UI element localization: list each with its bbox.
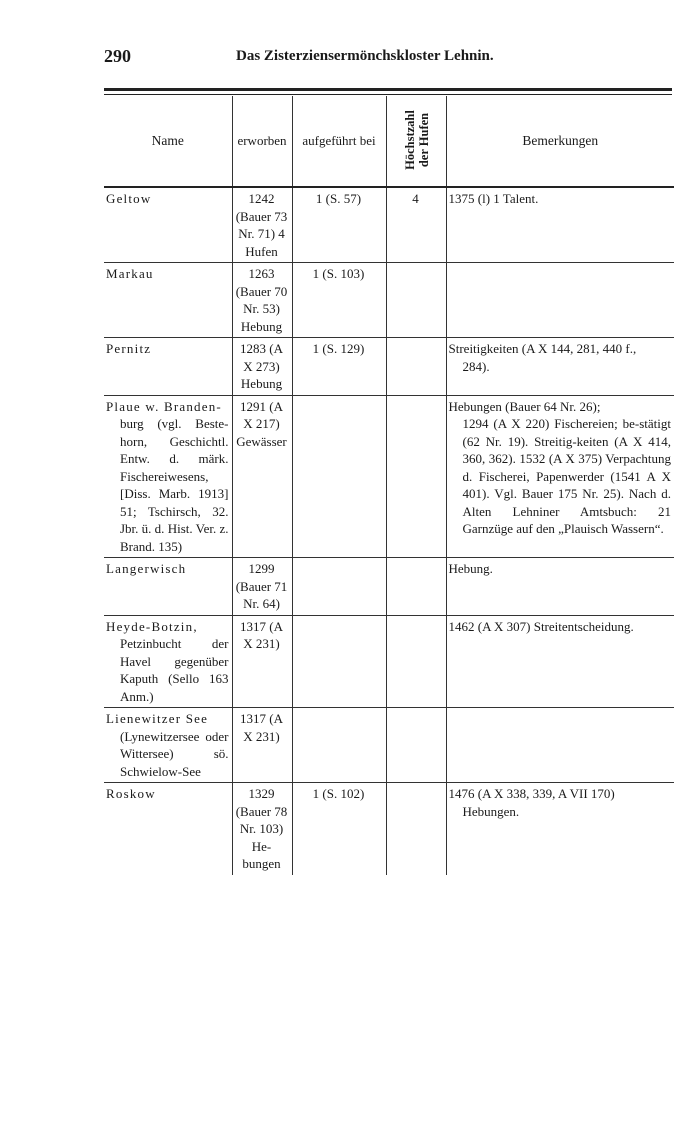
- max-hides-header-label: Höchstzahl der Hufen: [402, 110, 431, 171]
- table-row: [104, 783, 674, 875]
- table-row: [104, 395, 674, 558]
- place-name: Roskow: [104, 783, 232, 875]
- cited-cell: [292, 395, 386, 558]
- table-row: [104, 708, 674, 783]
- place-name: Lienewitzer See (Lynewitzersee oder Wittersee) sö. Schwielow-See: [104, 708, 232, 783]
- column-header-max-hides: [386, 96, 446, 187]
- place-name: Pernitz: [104, 338, 232, 396]
- acquired-cell: 1263 (Bauer 70 Nr. 53) Hebung: [232, 263, 292, 338]
- acquired-cell: 1283 (A X 273) Hebung: [232, 338, 292, 396]
- table-row: [104, 187, 674, 263]
- remarks-cell: [446, 263, 674, 338]
- acquired-cell: 1317 (A X 231): [232, 615, 292, 708]
- remarks-cell: [446, 708, 674, 783]
- acquired-cell: 1329 (Bauer 78 Nr. 103) He-bungen: [232, 783, 292, 875]
- column-header-name: Name: [104, 96, 232, 187]
- table-header-row: [104, 96, 674, 187]
- max-hides-cell: 4: [386, 187, 446, 263]
- acquired-cell: 1317 (A X 231): [232, 708, 292, 783]
- acquired-cell: 1242 (Bauer 73 Nr. 71) 4 Hufen: [232, 187, 292, 263]
- cited-cell: 1 (S. 102): [292, 783, 386, 875]
- max-hides-cell: [386, 558, 446, 616]
- remarks-cell: 1476 (A X 338, 339, A VII 170) Hebungen.: [448, 786, 615, 819]
- max-hides-cell: [386, 615, 446, 708]
- place-name: Markau: [104, 263, 232, 338]
- remarks-cell: 1375 (l) 1 Talent.: [446, 187, 674, 263]
- holdings-table: [104, 96, 674, 875]
- remarks-cell: Streitigkeiten (A X 144, 281, 440 f., 284).: [446, 338, 674, 396]
- remarks-cell: Hebungen (Bauer 64 Nr. 26); 1294 (A X 220) Fischereien; be-stätigt (62 Nr. 19). Streitig-keiten (A X 414, 360, 362). 1532 (A X 375) Verpachtung d. Fischerei, Papenwerder (1541 A X 401). Vgl. Bauer 175 Nr. 25). Nach d. Alten Lehniner Amtsbuch: 21 Garnzüge auf den „Plauisch Wassern“.: [446, 395, 674, 558]
- max-hides-cell: [386, 338, 446, 396]
- cited-cell: [292, 615, 386, 708]
- acquired-cell: 1291 (A X 217) Gewässer: [232, 395, 292, 558]
- header-rule-thin: [104, 94, 672, 95]
- header-rule-thick: [104, 88, 672, 91]
- column-header-remarks: Bemerkungen: [446, 96, 674, 187]
- table-row: [104, 558, 674, 616]
- cited-cell: 1 (S. 103): [292, 263, 386, 338]
- place-name: Plaue w. Branden- burg (vgl. Beste-horn, Geschichtl. Entw. d. märk. Fischereiwesens, [Diss. Marb. 1913] 51; Tschirsch, 32. Jbr. ü. d. Hist. Ver. z. Brand. 135): [104, 395, 232, 558]
- remarks-cell: Hebung.: [446, 558, 674, 616]
- cited-cell: [292, 558, 386, 616]
- page-number: 290: [104, 46, 131, 66]
- cited-cell: [292, 708, 386, 783]
- place-name: Geltow: [104, 187, 232, 263]
- table-body: [104, 187, 674, 875]
- max-hides-cell: [386, 708, 446, 783]
- column-header-cited: aufgeführt bei: [292, 96, 386, 187]
- max-hides-cell: [386, 263, 446, 338]
- acquired-cell: 1299 (Bauer 71 Nr. 64): [232, 558, 292, 616]
- place-name: Langerwisch: [104, 558, 232, 616]
- place-name: Heyde-Botzin, Petzinbucht der Havel gegenüber Kaputh (Sello 163 Anm.): [104, 615, 232, 708]
- running-title: Das Zisterziensermönchskloster Lehnin.: [236, 48, 494, 64]
- max-hides-cell: [386, 395, 446, 558]
- remarks-cell: 1462 (A X 307) Streitentscheidung.: [446, 615, 674, 708]
- table-row: [104, 615, 674, 708]
- column-header-acquired: erworben: [232, 96, 292, 187]
- cited-cell: 1 (S. 57): [292, 187, 386, 263]
- max-hides-cell: [386, 783, 446, 875]
- cited-cell: 1 (S. 129): [292, 338, 386, 396]
- table-row: [104, 263, 674, 338]
- table-row: [104, 338, 674, 396]
